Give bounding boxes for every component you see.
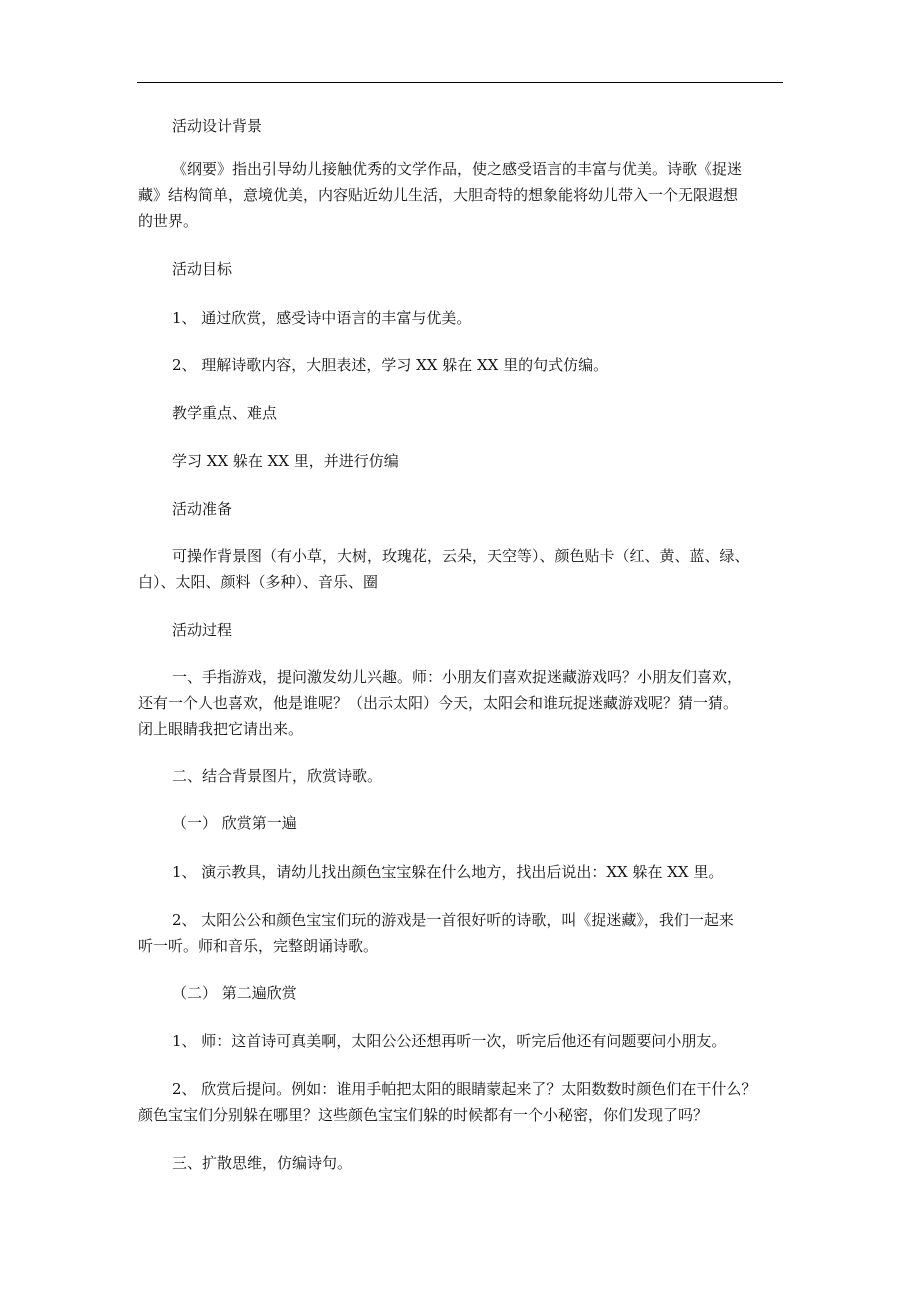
section-heading-background: 活动设计背景 xyxy=(172,117,263,135)
section-heading-key-points: 教学重点、难点 xyxy=(172,404,278,422)
header-rule xyxy=(137,82,783,83)
paragraph-background: 《纲要》指出引导幼儿接触优秀的文学作品，使之感受语言的丰富与优美。诗歌《捉迷 藏》结构简单，意境优美，内容贴近幼儿生活，大胆奇特的想象能将幼儿带入一个无限遐想 的世界。 xyxy=(138,160,743,230)
step-3-heading: 三、扩散思维，仿编诗句。 xyxy=(172,1154,353,1172)
paragraph-step-1: 一、手指游戏，提问激发幼儿兴趣。师：小朋友们喜欢捉迷藏游戏吗？小朋友们喜欢， 还有一个人也喜欢，他是谁呢？（出示太阳）今天，太阳会和谁玩捉迷藏游戏呢？猜一猜。 闭上眼睛我把它请出来。 xyxy=(138,668,743,738)
subsection-first-listen: （一） 欣赏第一遍 xyxy=(172,814,297,832)
second-listen-item-1: 1、 师：这首诗可真美啊，太阳公公还想再听一次，听完后他还有问题要问小朋友。 xyxy=(172,1032,727,1050)
key-points-text: 学习 XX 躲在 XX 里，并进行仿编 xyxy=(172,452,399,470)
section-heading-preparation: 活动准备 xyxy=(172,500,233,518)
paragraph-preparation: 可操作背景图（有小草，大树，玫瑰花，云朵，天空等）、颜色贴卡（红、黄、蓝、绿、 白）、太阳、颜料（多种）、音乐、圈 xyxy=(138,547,750,591)
first-listen-item-2: 2、 太阳公公和颜色宝宝们玩的游戏是一首很好听的诗歌，叫《捉迷藏》，我们一起来 听一听。师和音乐，完整朗诵诗歌。 xyxy=(138,911,734,955)
subsection-second-listen: （二） 第二遍欣赏 xyxy=(172,984,297,1002)
goal-item-2: 2、 理解诗歌内容，大胆表述，学习 XX 躲在 XX 里的句式仿编。 xyxy=(172,356,609,374)
section-heading-goals: 活动目标 xyxy=(172,260,233,278)
second-listen-item-2: 2、 欣赏后提问。例如：谁用手帕把太阳的眼睛蒙起来了？太阳数数时颜色们在干什么？ 颜色宝宝们分别躲在哪里？这些颜色宝宝们躲的时候都有一个小秘密，你们发现了吗？ xyxy=(138,1080,757,1124)
goal-item-1: 1、 通过欣赏，感受诗中语言的丰富与优美。 xyxy=(172,309,472,327)
first-listen-item-1: 1、 演示教具，请幼儿找出颜色宝宝躲在什么地方，找出后说出：XX 躲在 XX 里。 xyxy=(172,863,724,881)
step-2-heading: 二、结合背景图片，欣赏诗歌。 xyxy=(172,767,383,785)
section-heading-process: 活动过程 xyxy=(172,621,233,639)
